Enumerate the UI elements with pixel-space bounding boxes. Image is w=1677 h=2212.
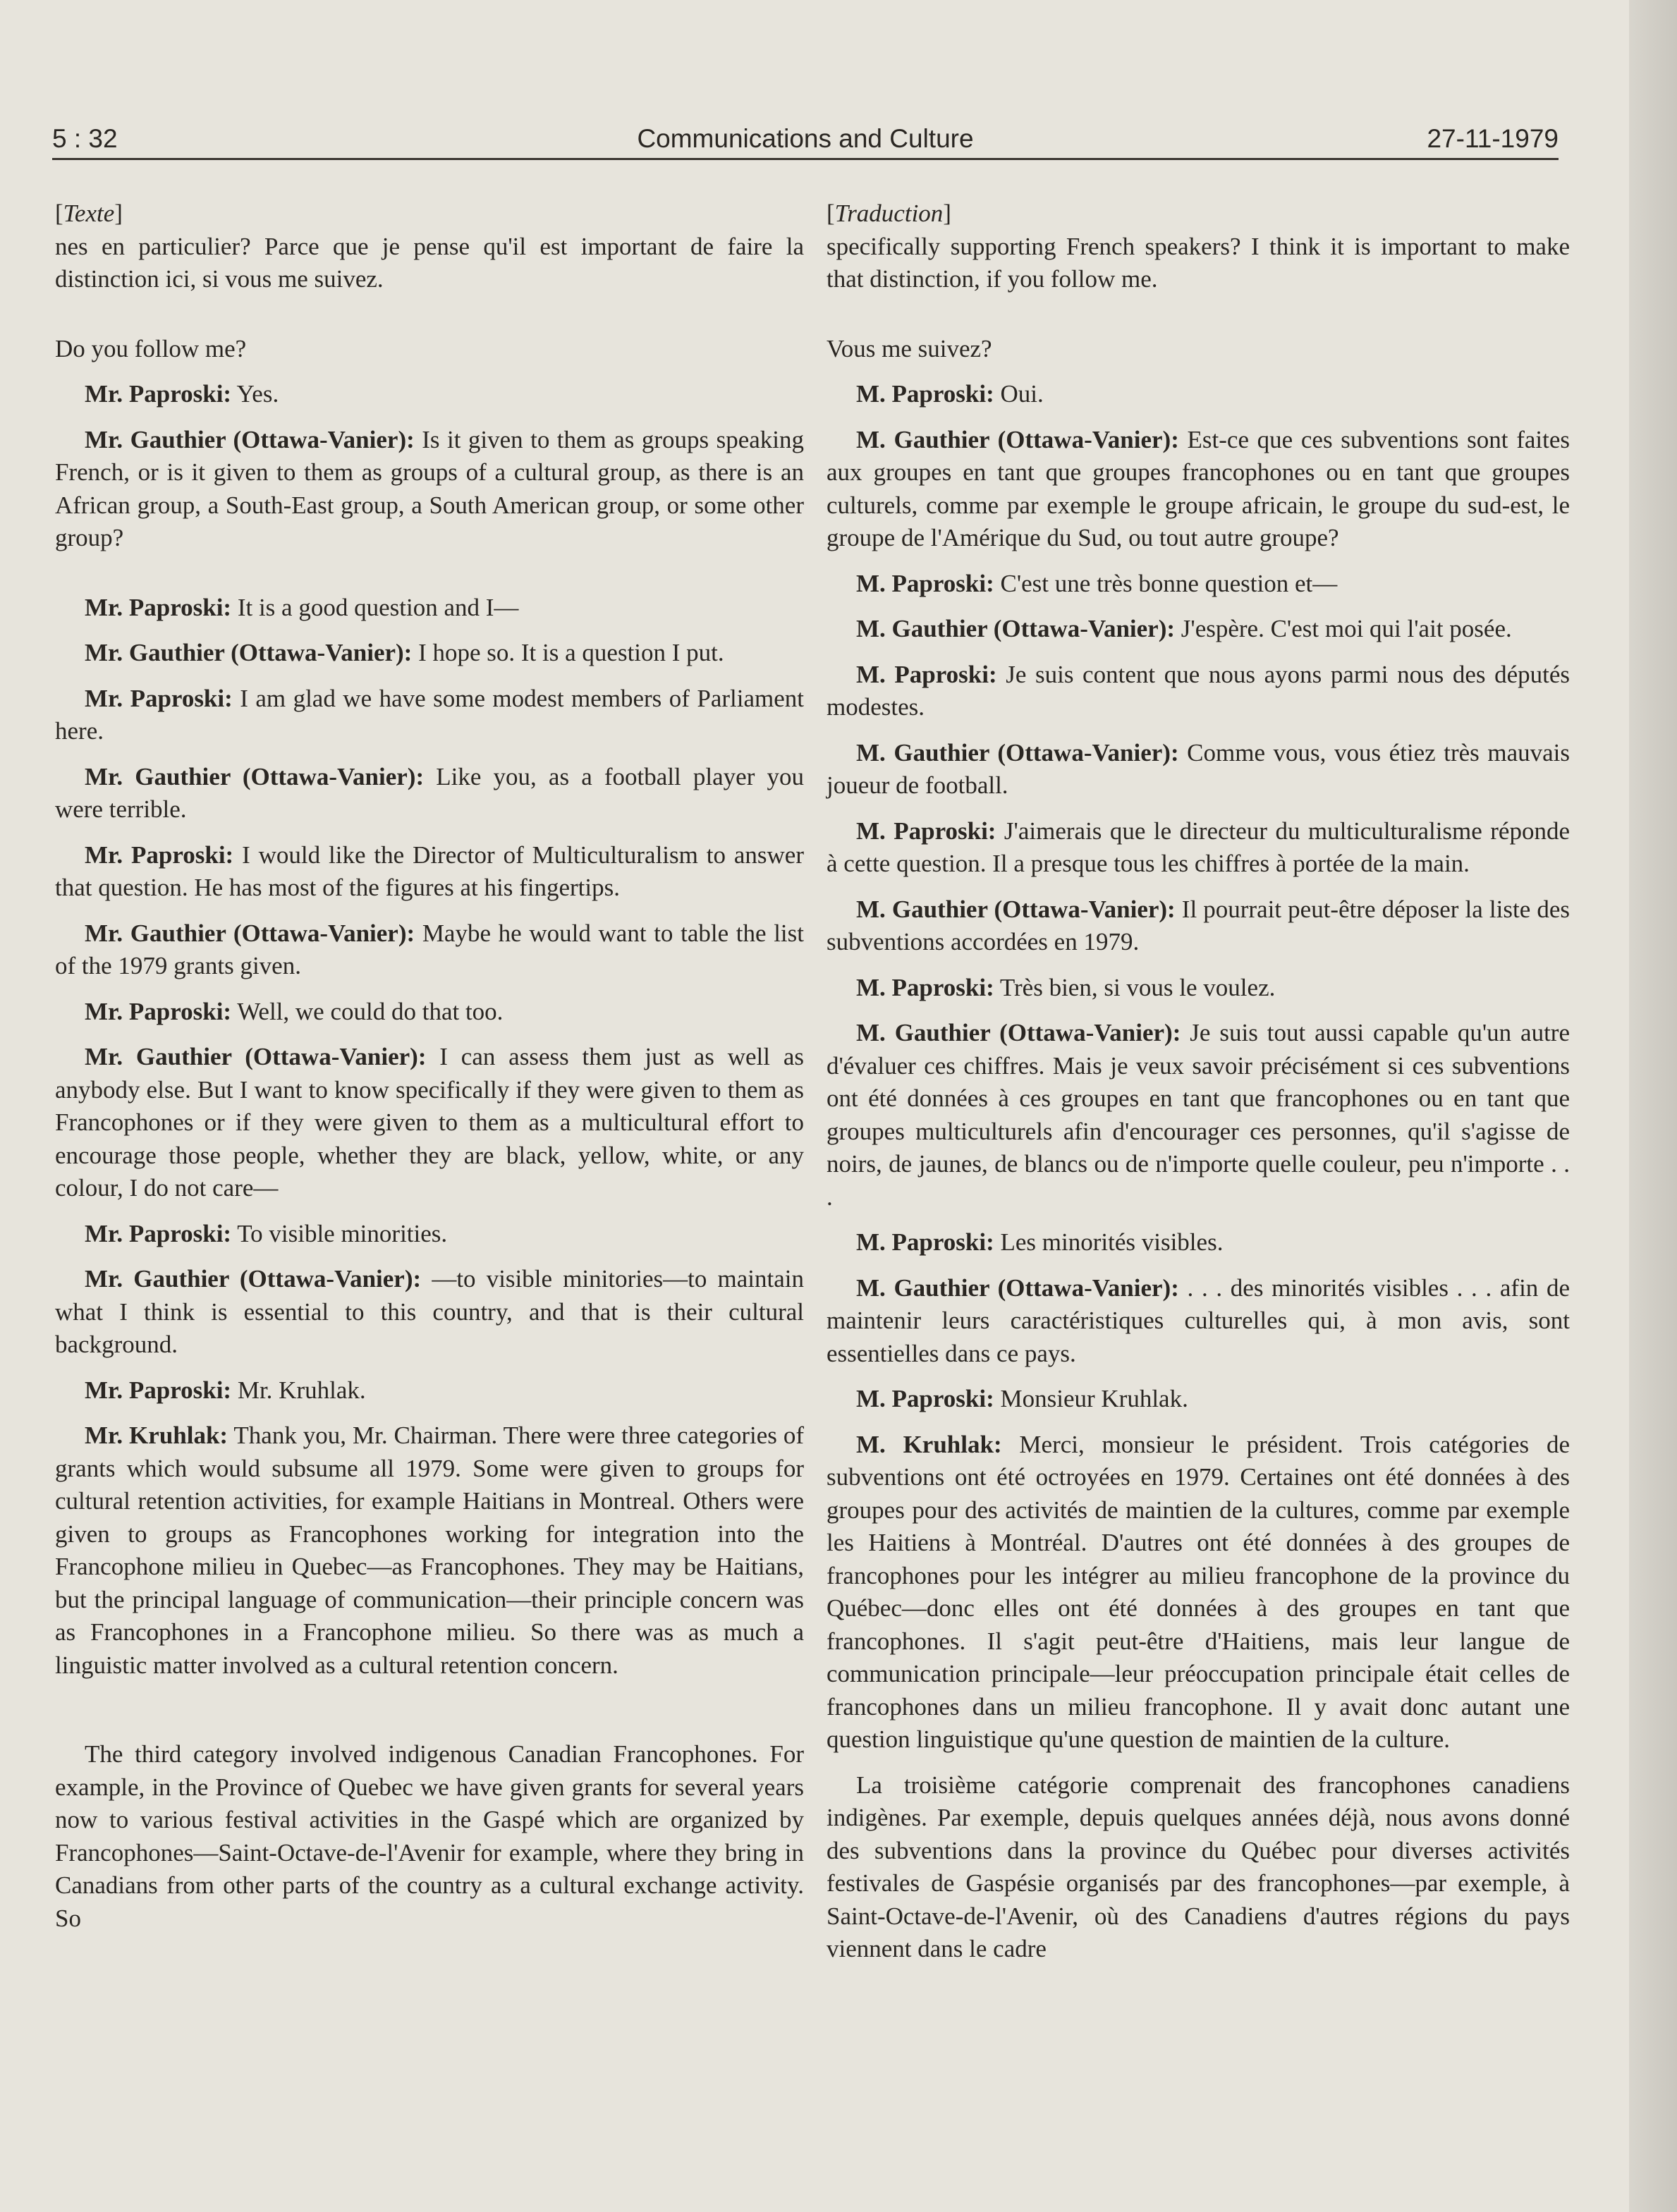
speech-turn: M. Gauthier (Ottawa-Vanier): J'espère. C'est moi qui l'ait posée. — [856, 615, 1512, 642]
speaker-name: M. Paproski: — [856, 660, 997, 688]
speech-turn: M. Gauthier (Ottawa-Vanier): . . . des minorités visibles . . . afin de maintenir leurs caractéristiques culturelles qui, à mon avis, sont essentielles dans ce pays. — [827, 1273, 1570, 1367]
speaker-name: Mr. Paproski: — [85, 997, 232, 1025]
speaker-name: M. Gauthier (Ottawa-Vanier): — [856, 1273, 1179, 1302]
speech-turn: M. Paproski: C'est une très bonne question et— — [856, 569, 1338, 597]
page-number: 5 : 32 — [52, 124, 118, 153]
english-column — [55, 197, 804, 1948]
speaker-name: Mr. Gauthier (Ottawa-Vanier): — [85, 1265, 422, 1293]
speaker-name: M. Gauthier (Ottawa-Vanier): — [856, 615, 1176, 642]
speech-turn: M. Paproski: Monsieur Kruhlak. — [856, 1385, 1188, 1412]
speech-turn: Mr. Paproski: I am glad we have some modest members of Parliament here. — [55, 684, 804, 745]
speech-turn: Mr. Gauthier (Ottawa-Vanier): Maybe he would want to table the list of the 1979 grants given. — [55, 919, 804, 979]
speaker-name: Mr. Gauthier (Ottawa-Vanier): — [85, 919, 415, 947]
speaker-name: Mr. Paproski: — [85, 593, 232, 621]
speech-turn: M. Paproski: Les minorités visibles. — [856, 1228, 1224, 1256]
speaker-name: M. Kruhlak: — [856, 1430, 1002, 1458]
paragraph: La troisième catégorie comprenait des francophones canadiens indigènes. Par exemple, depuis quelques années déjà, nous avons donné des subventions dans la province du Québec pour diverses activités festivales de Gaspésie organisés par des francophones—par exemple, à Saint-Octave-de-l'Avenir, où des Canadiens d'autres régions du pays viennent dans le cadre — [827, 1771, 1570, 1962]
speech-turn: M. Gauthier (Ottawa-Vanier): Il pourrait peut-être déposer la liste des subventions accordées en 1979. — [827, 895, 1570, 955]
paragraph: Vous me suivez? — [827, 334, 992, 362]
speaker-name: M. Gauthier (Ottawa-Vanier): — [856, 1019, 1181, 1046]
publication-title: Communications and Culture — [637, 124, 974, 153]
speaker-name: M. Gauthier (Ottawa-Vanier): — [856, 895, 1176, 923]
page-binding-edge — [1629, 0, 1677, 2212]
speech-turn: Mr. Kruhlak: Thank you, Mr. Chairman. There were three categories of grants which would subsume all 1979. Some were given to groups for cultural retention activities, for example Haitians in Montreal. Others were given to groups as Francophones working for integration into the Francophone milieu in Quebec—as Francophones. They may be Haitians, but the principal language of communication—their principle concern was as Francophones in a Francophone milieu. So there was as much a linguistic matter involved as a cultural retention concern. — [55, 1422, 804, 1679]
speaker-name: Mr. Gauthier (Ottawa-Vanier): — [85, 1043, 427, 1070]
speaker-name: Mr. Gauthier (Ottawa-Vanier): — [85, 639, 413, 666]
paragraph: specifically supporting French speakers? I think it is important to make that distinction, if you follow me. — [827, 232, 1570, 293]
language-tag: [Traduction] — [827, 200, 951, 227]
speaker-name: M. Paproski: — [856, 380, 994, 408]
speech-turn: M. Paproski: Oui. — [856, 380, 1044, 408]
speaker-name: Mr. Gauthier (Ottawa-Vanier): — [85, 425, 415, 453]
speech-turn: Mr. Gauthier (Ottawa-Vanier): Like you, as a football player you were terrible. — [55, 762, 804, 823]
speech-turn: M. Paproski: Très bien, si vous le voulez. — [856, 973, 1276, 1001]
speech-turn: M. Paproski: Je suis content que nous ayons parmi nous des députés modestes. — [827, 660, 1570, 721]
speaker-name: M. Paproski: — [856, 1228, 994, 1256]
speech-turn: Mr. Gauthier (Ottawa-Vanier): I can assess them just as well as anybody else. But I want to know specifically if they were given to them as Francophones or if they were given to them as a multicultural effort to encourage those people, whether they are black, yellow, white, or any colour, I do not care— — [55, 1043, 804, 1202]
speech-turn: M. Kruhlak: Merci, monsieur le président. Trois catégories de subventions ont été octroyées en 1979. Certaines ont été données à des groupes pour des activités de maintien de la cultures, comme par exemple les Haitiens à Montréal. D'autres ont été données à des groupes de francophones pour les intégrer au milieu francophone de la province du Québec—donc elles ont été données à des groupes en tant que francophones. Il s'agit peut-être d'Haitiens, mais leur langue de communication principale—leur préoccupation principale était celles de francophones dans un milieu francophone. Il y avait donc autant une question linguistique qu'une question de maintien de la culture. — [827, 1430, 1570, 1753]
speech-turn: Mr. Paproski: Well, we could do that too. — [85, 997, 504, 1025]
speech-turn: Mr. Gauthier (Ottawa-Vanier): Is it given to them as groups speaking French, or is it given to them as groups of a cultural group, as there is an African group, a South-East group, a South American group, or some other group? — [55, 425, 804, 551]
speaker-name: M. Paproski: — [856, 569, 994, 597]
speech-turn: Mr. Gauthier (Ottawa-Vanier): —to visible minitories—to maintain what I think is essential to this country, and that is their cultural background. — [55, 1265, 804, 1358]
speaker-name: M. Paproski: — [856, 973, 994, 1001]
speech-turn: M. Paproski: J'aimerais que le directeur du multiculturalisme réponde à cette question. Il a presque tous les chiffres à portée de la main. — [827, 817, 1570, 877]
speaker-name: Mr. Paproski: — [85, 1219, 232, 1247]
french-column — [827, 197, 1570, 1979]
speech-turn: Mr. Paproski: Mr. Kruhlak. — [85, 1376, 366, 1404]
language-tag: [Texte] — [55, 200, 123, 227]
speech-turn: Mr. Paproski: To visible minorities. — [85, 1219, 448, 1247]
running-header — [52, 118, 1559, 160]
speaker-name: Mr. Gauthier (Ottawa-Vanier): — [85, 762, 425, 790]
speaker-name: M. Paproski: — [856, 817, 996, 845]
paragraph: Do you follow me? — [55, 334, 247, 362]
speech-turn: Mr. Gauthier (Ottawa-Vanier): I hope so. It is a question I put. — [85, 639, 724, 666]
paragraph: nes en particulier? Parce que je pense qu'il est important de faire la distinction ici, si vous me suivez. — [55, 232, 804, 293]
speaker-name: M. Paproski: — [856, 1385, 994, 1412]
speech-turn: M. Gauthier (Ottawa-Vanier): Je suis tout aussi capable qu'un autre d'évaluer ces chiffres. Mais je veux savoir précisément si ces subventions ont été données à ces groupes en tant que francophones ou en tant que groupes multiculturels afin d'encourager ces personnes, qu'il s'agisse de noirs, de jaunes, de blancs ou de n'importe quelle couleur, peu n'importe . . . — [827, 1019, 1570, 1211]
speech-turn: Mr. Paproski: Yes. — [85, 380, 279, 408]
speaker-name: Mr. Paproski: — [85, 1376, 232, 1404]
speech-turn: Mr. Paproski: It is a good question and I— — [85, 593, 519, 621]
speaker-name: M. Gauthier (Ottawa-Vanier): — [856, 738, 1179, 766]
speaker-name: Mr. Paproski: — [85, 380, 232, 408]
speaker-name: Mr. Kruhlak: — [85, 1422, 228, 1449]
paragraph: The third category involved indigenous Canadian Francophones. For example, in the Province of Quebec we have given grants for several years now to various festival activities in the Gaspé which are organized by Francophones—Saint-Octave-de-l'Avenir for example, where they bring in Canadians from other parts of the country as a cultural exchange activity. So — [55, 1740, 804, 1932]
speech-turn: M. Gauthier (Ottawa-Vanier): Est-ce que ces subventions sont faites aux groupes en tant que groupes francophones ou en tant que groupes culturels, comme par exemple le groupe africain, le groupe du sud-est, le groupe de l'Amérique du Sud, ou tout autre groupe? — [827, 425, 1570, 551]
speech-turn: M. Gauthier (Ottawa-Vanier): Comme vous, vous étiez très mauvais joueur de football. — [827, 738, 1570, 799]
speaker-name: Mr. Paproski: — [85, 841, 234, 869]
header-date: 27-11-1979 — [1427, 124, 1559, 153]
speaker-name: M. Gauthier (Ottawa-Vanier): — [856, 425, 1179, 453]
speaker-name: Mr. Paproski: — [85, 684, 233, 712]
speech-turn: Mr. Paproski: I would like the Director of Multiculturalism to answer that question. He has most of the figures at his fingertips. — [55, 841, 804, 901]
